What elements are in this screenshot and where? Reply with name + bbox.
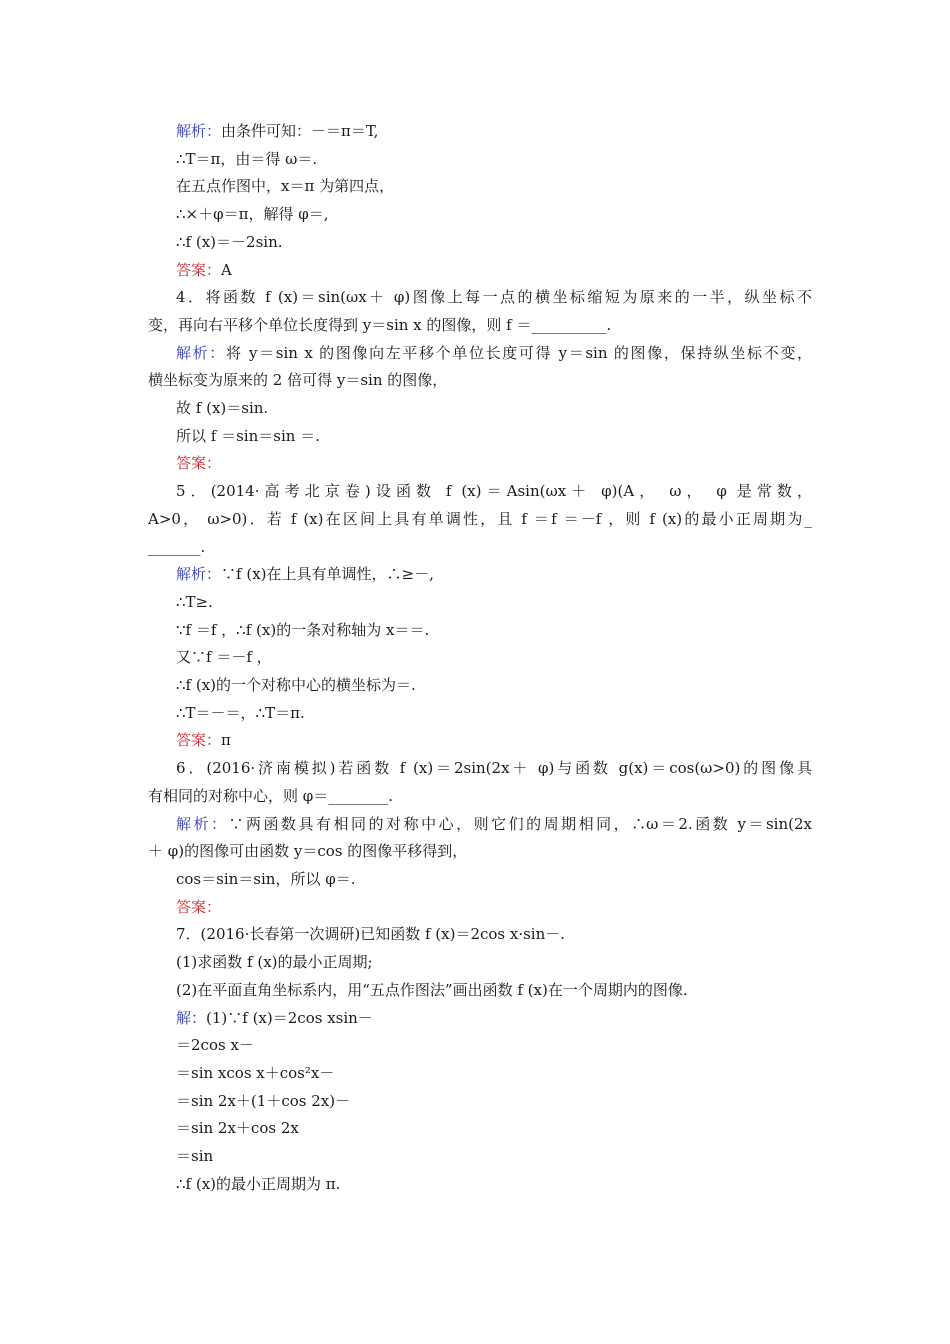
line-text: _______.: [148, 537, 206, 556]
text-line: [148, 672, 812, 700]
line-text: 在五点作图中，x＝π 为第四点，: [176, 177, 395, 196]
line-text: (1)求函数 f (x)的最小正周期;: [176, 953, 373, 972]
line-text: 所以 f ＝sin＝sin ＝.: [176, 426, 320, 445]
line-text: ＝sin xcos x＋cos²x－: [176, 1063, 335, 1082]
text-line: [148, 700, 812, 728]
analysis-label: 解析：: [176, 122, 222, 140]
text-line: [148, 257, 812, 285]
text-line: [148, 727, 812, 755]
line-text: ＋ φ)的图像可由函数 y＝cos 的图像平移得到，: [148, 842, 468, 861]
text-line: [148, 811, 812, 839]
text-line: [148, 367, 812, 395]
answer-label: 答案：: [176, 731, 222, 750]
line-text: (2)在平面直角坐标系内，用“五点作图法”画出函数 f (x)在一个周期内的图像.: [176, 980, 688, 999]
text-line: [148, 561, 812, 589]
line-text: 横坐标变为原来的 2 倍可得 y＝sin 的图像，: [148, 371, 448, 390]
text-line: [148, 949, 812, 977]
line-text: 将 y＝sin x 的图像向左平移个单位长度可得 y＝sin 的图像，保持纵坐标不变，: [225, 343, 812, 362]
line-text: 6．(2016·济南模拟)若函数 f (x)＝2sin(2x＋ φ)与函数 g(x)＝cos(ω>0)的图像具: [176, 759, 812, 778]
text-line: [148, 894, 812, 922]
solution-text: [148, 118, 812, 1198]
line-text: ∴f (x)的一个对称中心的横坐标为＝.: [176, 676, 416, 695]
text-line: [148, 506, 812, 534]
analysis-label: 解析：: [176, 343, 226, 362]
text-line: [148, 617, 812, 645]
text-line: [148, 1171, 812, 1199]
line-text: 5．(2014·高考北京卷)设函数 f (x)＝Asin(ωx＋ φ)(A， ω， φ 是常数，: [176, 482, 812, 501]
text-line: [148, 589, 812, 617]
text-line: [148, 423, 812, 451]
analysis-label: 解：: [176, 1008, 207, 1027]
text-line: [148, 340, 812, 368]
analysis-label: 解析：: [176, 565, 222, 584]
answer-label: 答案：: [176, 454, 222, 473]
text-line: [148, 229, 812, 257]
line-text: A: [221, 260, 232, 279]
line-text: (1)∵f (x)＝2cos xsin－: [206, 1008, 373, 1027]
text-line: [148, 395, 812, 423]
line-text: 4．将函数 f (x)＝sin(ωx＋ φ)图像上每一点的横坐标缩短为原来的一半，纵坐标不: [176, 288, 812, 307]
text-line: [148, 866, 812, 894]
line-text: 又∵f ＝－f ，: [176, 648, 272, 667]
text-line: [148, 201, 812, 229]
line-text: 故 f (x)＝sin.: [176, 399, 269, 418]
answer-label: 答案：: [176, 260, 222, 279]
text-line: [148, 173, 812, 201]
text-line: [148, 755, 812, 783]
line-text: ∴×＋φ＝π，解得 φ＝,: [176, 205, 329, 224]
text-line: [148, 450, 812, 478]
analysis-label: 解析：: [176, 814, 229, 833]
line-text: ∵f (x)在上具有单调性，∴≥－,: [221, 565, 434, 584]
text-line: [148, 1088, 812, 1116]
text-line: [148, 977, 812, 1005]
text-line: [148, 1143, 812, 1171]
text-line: [148, 146, 812, 174]
line-text: π: [221, 731, 231, 750]
line-text: ∴f (x)＝－2sin.: [176, 232, 283, 251]
text-line: [148, 644, 812, 672]
line-text: ＝2cos x－: [176, 1036, 254, 1055]
text-line: [148, 1032, 812, 1060]
text-line: [148, 478, 812, 506]
line-text: 有相同的对称中心，则 φ＝________.: [148, 786, 394, 805]
text-line: [148, 284, 812, 312]
text-line: [148, 783, 812, 811]
line-text: 7．(2016·长春第一次调研)已知函数 f (x)＝2cos x·sin－.: [176, 925, 566, 944]
line-text: ＝sin: [176, 1147, 214, 1166]
line-text: A>0， ω>0)．若 f (x)在区间上具有单调性，且 f ＝f ＝－f ，则 f (x)的最小正周期为_: [148, 509, 812, 528]
line-text: ＝sin 2x＋(1＋cos 2x)－: [176, 1091, 351, 1110]
line-text: 变，再向右平移个单位长度得到 y＝sin x 的图像，则 f ＝__________.: [148, 315, 612, 334]
line-text: ∴T≥.: [176, 592, 213, 611]
line-text: ∴T＝－＝，∴T＝π.: [176, 703, 305, 722]
line-text: ∴f (x)的最小正周期为 π.: [176, 1174, 341, 1193]
text-line: [148, 1115, 812, 1143]
text-line: [148, 534, 812, 562]
line-text: cos＝sin＝sin，所以 φ＝.: [176, 869, 356, 888]
line-text: 由条件可知：－＝π＝T,: [221, 122, 379, 140]
answer-label: 答案：: [176, 897, 222, 916]
text-line: [148, 118, 812, 146]
line-text: ＝sin 2x＋cos 2x: [176, 1119, 299, 1138]
line-text: ∵f ＝f ，∴f (x)的一条对称轴为 x＝＝.: [176, 620, 430, 639]
text-line: [148, 312, 812, 340]
text-line: [148, 1060, 812, 1088]
line-text: ∵两函数具有相同的对称中心，则它们的周期相同，∴ω＝2.函数 y＝sin(2x: [228, 814, 812, 833]
text-line: [148, 921, 812, 949]
text-line: [148, 838, 812, 866]
line-text: ∴T＝π，由＝得 ω＝.: [176, 149, 318, 168]
text-line: [148, 1005, 812, 1033]
